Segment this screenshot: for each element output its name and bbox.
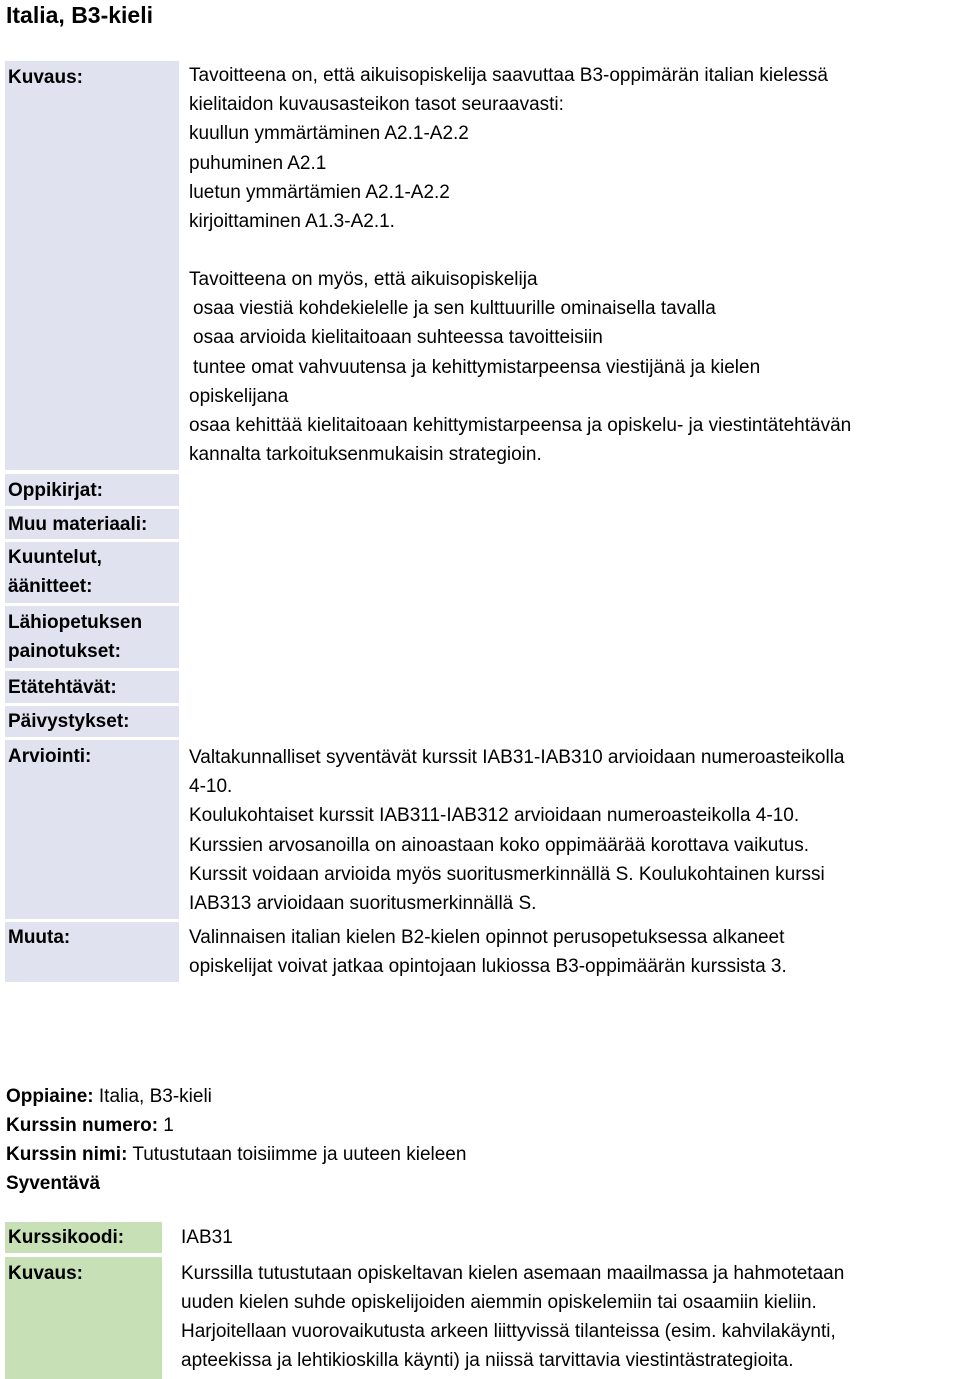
course-type-text: Syventävä (6, 1173, 101, 1194)
label-kuuntelut-line2: äänitteet: (8, 576, 93, 597)
tavoite-line: osaa arvioida kielitaitoaan suhteessa tavoitteisiin (193, 327, 603, 349)
tavoite-line: kannalta tarkoituksenmukaisin strategioin. (189, 444, 542, 466)
kurssin-numero-value: 1 (158, 1115, 174, 1136)
oppiaine-row (6, 1082, 466, 1111)
kuvaus-line: puhuminen A2.1 (189, 152, 327, 174)
kurssin-nimi-value: Tutustutaan toisiimme ja uuteen kieleen (127, 1144, 467, 1165)
label-muu-materiaali-text: Muu materiaali: (8, 514, 148, 535)
label-lahiopetuksen-line1: Lähiopetuksen (8, 612, 143, 633)
label-kurssikoodi (5, 1222, 162, 1253)
label-course-kuvaus (5, 1257, 162, 1379)
arviointi-line: Kurssit voidaan arvioida myös suoritusmerkinnällä S. Koulukohtainen kurssi (189, 863, 825, 885)
course-kuvaus-line: apteekissa ja lehtikioskilla käynti) ja niissä tarvittavia viestintästrategioita. (181, 1350, 794, 1371)
label-kuvaus-text: Kuvaus: (8, 67, 83, 88)
label-paivystykset (5, 706, 179, 737)
kuvaus-line: kirjoittaminen A1.3-A2.1. (189, 211, 395, 233)
arviointi-line: 4-10. (189, 776, 233, 798)
label-arviointi-text: Arviointi: (8, 746, 92, 767)
tavoite-line: tuntee omat vahvuutensa ja kehittymistarpeensa viestijänä ja kielen (193, 356, 761, 378)
kurssin-nimi-row (6, 1140, 466, 1169)
arviointi-line: Valtakunnalliset syventävät kurssit IAB31-IAB310 arvioidaan numeroasteikolla (189, 747, 845, 768)
label-etatehtavat-text: Etätehtävät: (8, 677, 117, 698)
label-course-kuvaus-text: Kuvaus: (8, 1263, 83, 1284)
course-type (6, 1169, 466, 1198)
kuvaus-text (189, 61, 960, 236)
kurssin-numero-label: Kurssin numero: (6, 1115, 159, 1136)
label-kuuntelut (5, 542, 179, 603)
arviointi-line: Koulukohtaiset kurssit IAB311-IAB312 arvioidaan numeroasteikolla 4-10. (189, 805, 800, 827)
oppiaine-value: Italia, B3-kieli (93, 1086, 212, 1107)
muuta-line: opiskelijat voivat jatkaa opintojaan lukiossa B3-oppimäärän kurssista 3. (189, 956, 787, 978)
kuvaus-line: kuullun ymmärtäminen A2.1-A2.2 (189, 123, 469, 145)
label-etatehtavat (5, 671, 179, 703)
label-kuvaus (5, 61, 179, 470)
course-kuvaus-line: Harjoitellaan vuorovaikutusta arkeen liittyvissä tilanteissa (esim. kahvilakäynti, (181, 1321, 836, 1342)
label-muuta (5, 922, 179, 982)
arviointi-line: IAB313 arvioidaan suoritusmerkinnällä S. (189, 893, 537, 915)
tavoite-text (189, 265, 960, 469)
label-oppikirjat (5, 474, 179, 506)
label-kurssikoodi-text: Kurssikoodi: (8, 1227, 125, 1248)
tavoite-line: opiskelijana (189, 385, 289, 407)
label-paivystykset-text: Päivystykset: (8, 711, 130, 732)
label-arviointi (5, 740, 179, 919)
oppiaine-label: Oppiaine: (6, 1086, 94, 1107)
label-oppikirjat-text: Oppikirjat: (8, 480, 104, 501)
course-meta (6, 1082, 466, 1198)
kurssin-nimi-label: Kurssin nimi: (6, 1144, 128, 1165)
label-kuuntelut-line1: Kuuntelut, (8, 547, 102, 568)
arviointi-text (189, 743, 960, 918)
kuvaus-line: kielitaidon kuvausasteikon tasot seuraavasti: (189, 94, 564, 116)
kurssikoodi-value (181, 1223, 960, 1252)
tavoite-line: osaa kehittää kielitaitoaan kehittymistarpeensa ja opiskelu- ja viestintätehtävän (189, 415, 852, 437)
kurssikoodi-text: IAB31 (181, 1227, 233, 1248)
label-lahiopetuksen-painotukset (5, 606, 179, 668)
course-kuvaus-text (181, 1259, 960, 1375)
kurssin-numero-row (6, 1111, 466, 1140)
kuvaus-line: luetun ymmärtämien A2.1-A2.2 (189, 181, 450, 203)
course-kuvaus-line: Kurssilla tutustutaan opiskeltavan kielen asemaan maailmassa ja hahmotetaan (181, 1263, 845, 1284)
label-muuta-text: Muuta: (8, 927, 71, 948)
label-muu-materiaali (5, 509, 179, 539)
page-title: Italia, B3-kieli (6, 2, 154, 28)
course-kuvaus-line: uuden kielen suhde opiskelijoiden aiemmin opiskelemiin tai osaamiin kieliin. (181, 1292, 817, 1313)
label-lahiopetuksen-line2: painotukset: (8, 641, 121, 662)
tavoite-line: Tavoitteena on myös, että aikuisopiskelija (189, 269, 538, 290)
muuta-text (189, 923, 960, 981)
tavoite-line: osaa viestiä kohdekielelle ja sen kulttuurille ominaisella tavalla (193, 298, 716, 320)
muuta-line: Valinnaisen italian kielen B2-kielen opinnot perusopetuksessa alkaneet (189, 927, 785, 948)
kuvaus-line: Tavoitteena on, että aikuisopiskelija saavuttaa B3-oppimärän italian kielessä (189, 65, 828, 86)
arviointi-line: Kurssien arvosanoilla on ainoastaan koko oppimäärää korottava vaikutus. (189, 834, 809, 856)
